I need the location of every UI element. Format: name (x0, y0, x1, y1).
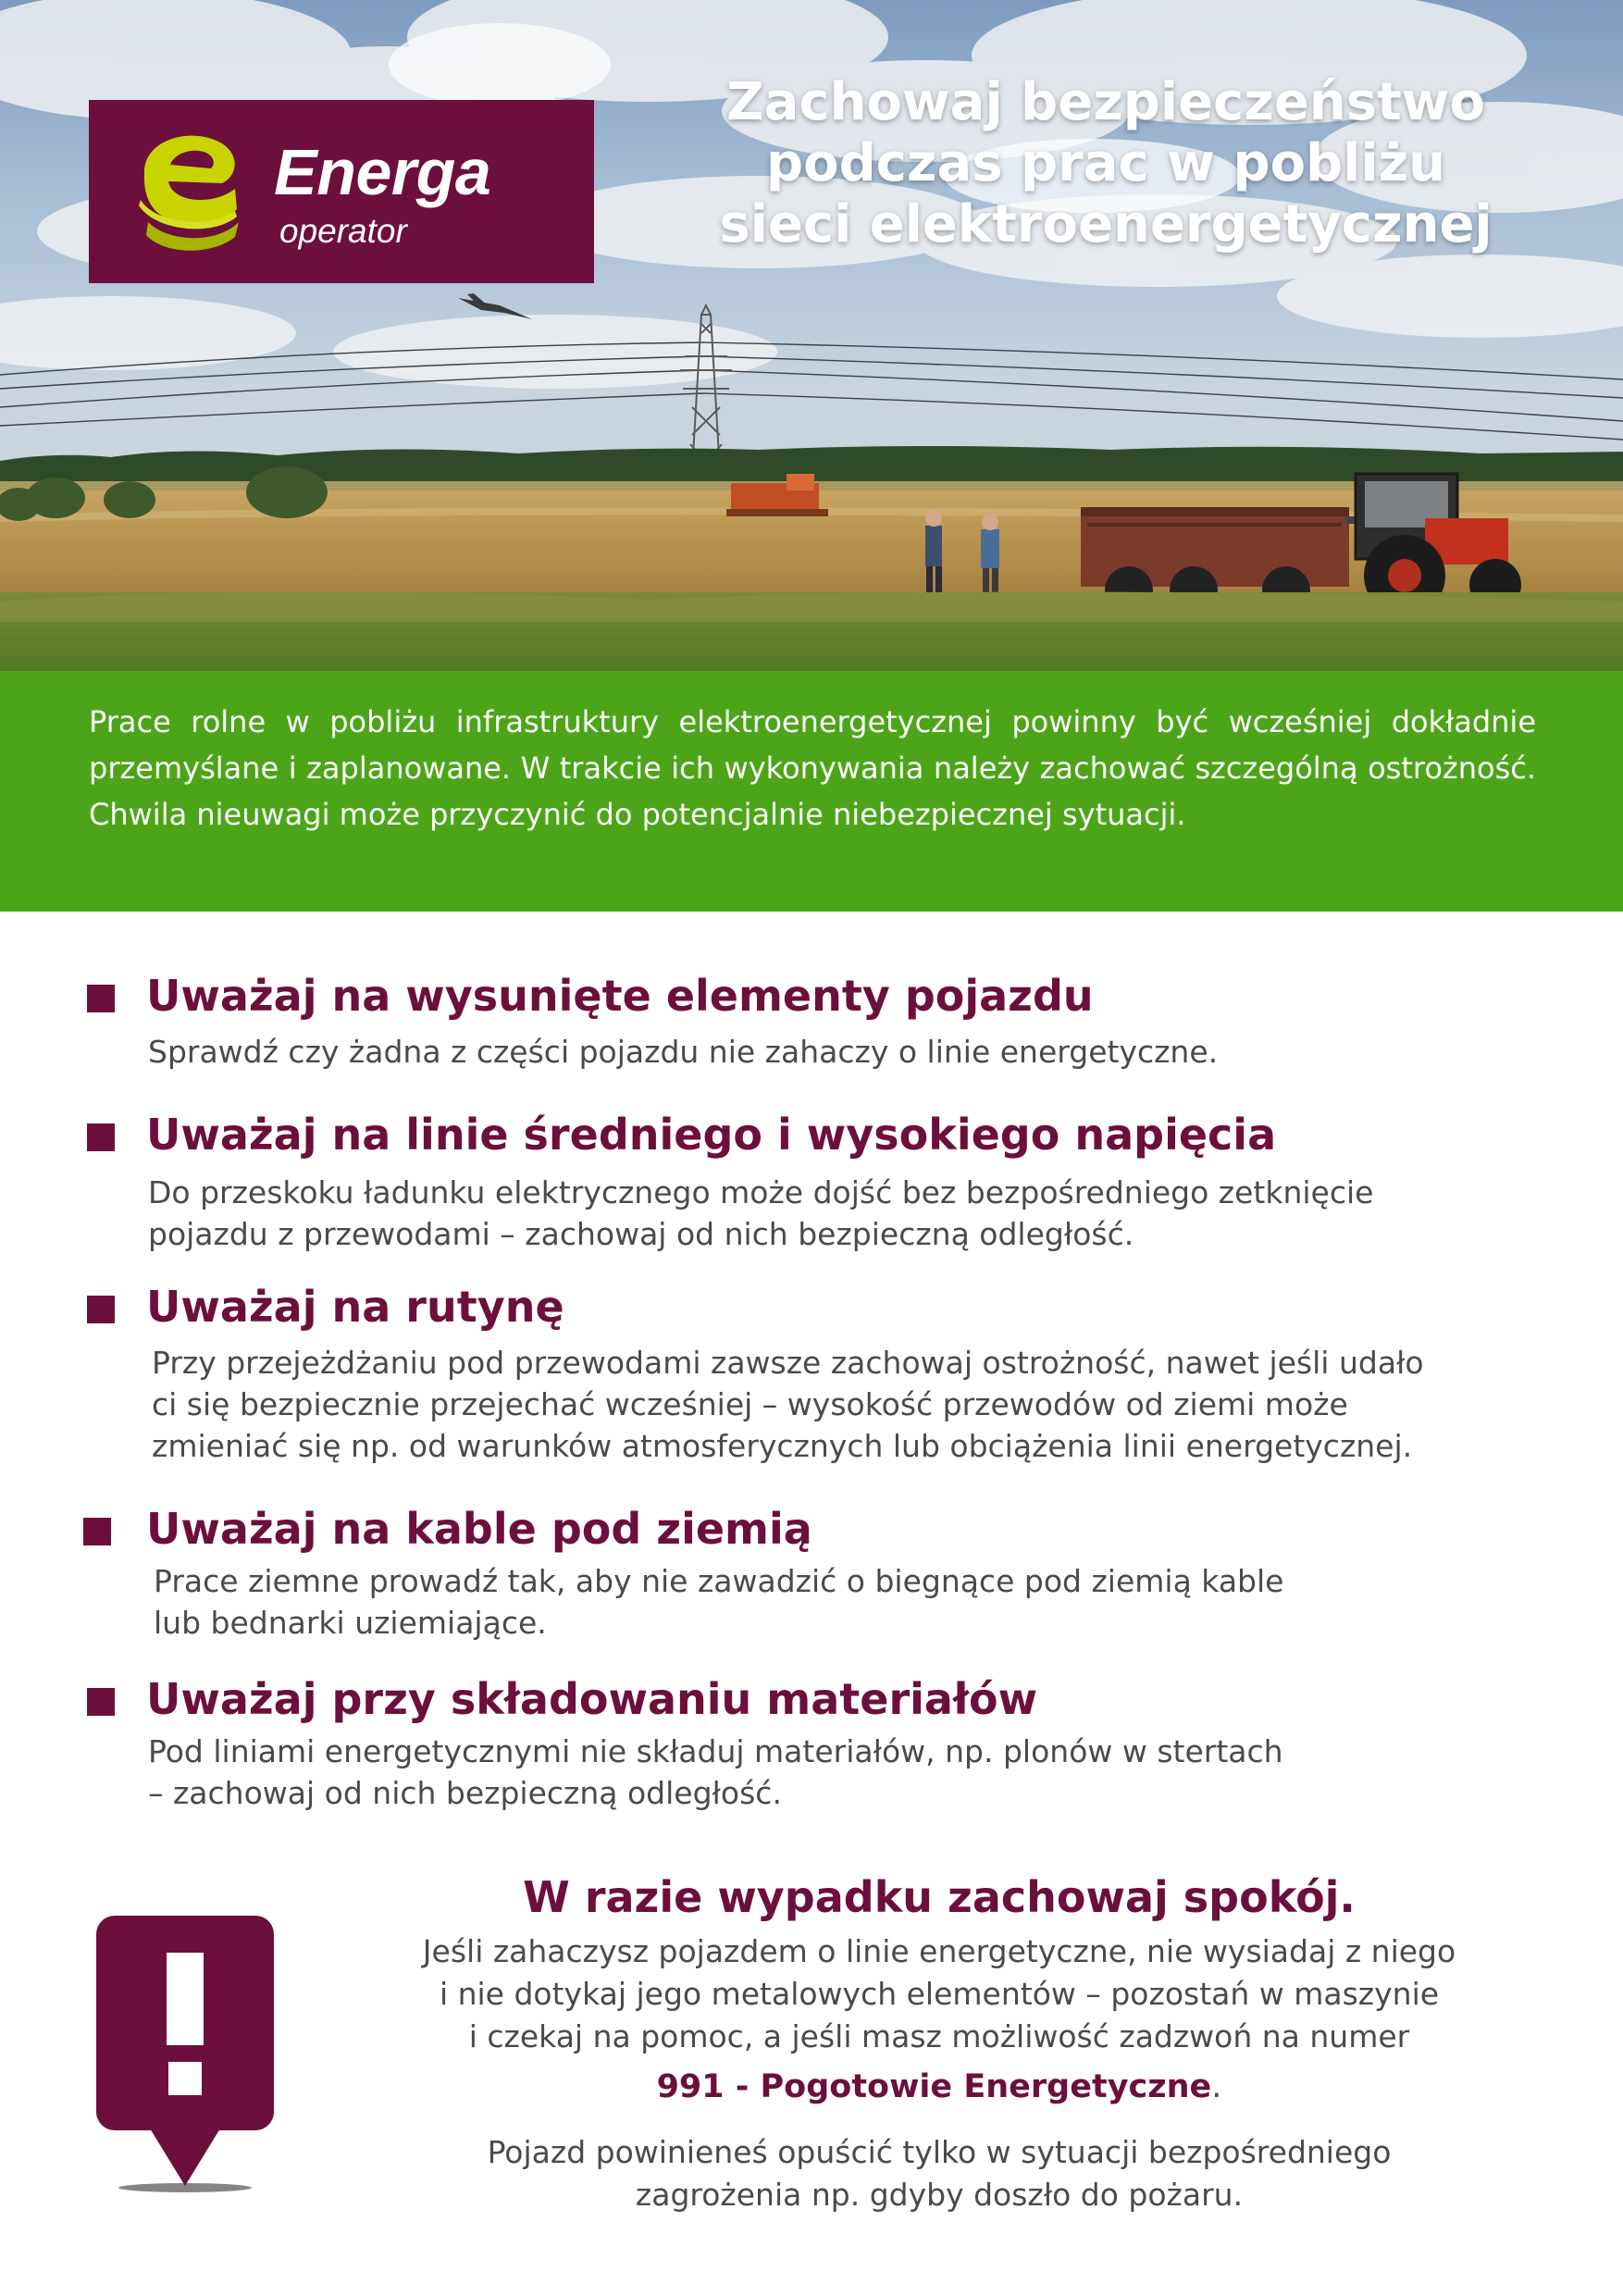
warning-text-line: i czekaj na pomoc, a jeśli masz możliwość zadzwoń na numer (468, 2018, 1410, 2054)
square-bullet-icon (87, 1123, 115, 1151)
emergency-suffix: . (1211, 2068, 1222, 2105)
tip-text (148, 1172, 1573, 1255)
tip-text-line: – zachowaj od nich bezpieczną odległość. (148, 1775, 782, 1811)
warning-text (352, 1930, 1527, 2058)
warning-footer-line: zagrożenia np. gdyby doszło do pożaru. (635, 2177, 1244, 2213)
tip-title: Uważaj na rutynę (146, 1282, 564, 1332)
stork (458, 293, 532, 319)
energa-logo (89, 100, 594, 283)
intro-band (0, 671, 1623, 912)
tip-text-line: Prace ziemne prowadź tak, aby nie zawadzić o biegnące pod ziemią kable (154, 1563, 1284, 1599)
tip-title: Uważaj przy składowaniu materiałów (146, 1674, 1038, 1724)
energa-logo-mark-icon (131, 120, 252, 259)
energa-logo-sub: operator (279, 212, 407, 250)
emergency-number-line (352, 2064, 1527, 2110)
page-title-line: Zachowaj bezpieczeństwo (725, 72, 1485, 132)
page-title-line: sieci elektroenergetycznej (719, 194, 1493, 254)
warning-text-line: i nie dotykaj jego metalowych elementów – pozostań w maszynie (439, 1976, 1440, 2012)
tip-title: Uważaj na wysunięte elementy pojazdu (146, 971, 1094, 1021)
emergency-number: 991 - Pogotowie Energetyczne (656, 2068, 1212, 2105)
warning-footer (352, 2131, 1527, 2216)
tip-text-line: zmieniać się np. od warunków atmosferycznych lub obciążenia linii energetycznej. (152, 1428, 1413, 1464)
tip-text (148, 1731, 1573, 1814)
tip-text (152, 1342, 1577, 1467)
tip-text-line: ci się bezpiecznie przejechać wcześniej – wysokość przewodów od ziemi może (152, 1386, 1348, 1422)
tip-text-line: lub bednarki uziemiające. (154, 1605, 547, 1641)
page-title-line: podczas prac w pobliżu (766, 133, 1445, 193)
tip-text-line: Przy przejeżdżaniu pod przewodami zawsze zachowaj ostrożność, nawet jeśli udało (152, 1345, 1424, 1381)
tip-text-line: Pod liniami energetycznymi nie składuj materiałów, np. plonów w stertach (148, 1733, 1283, 1769)
hero-banner (0, 0, 1623, 671)
page-title (638, 72, 1573, 255)
warning-text-line: Jeśli zahaczysz pojazdem o linie energetyczne, nie wysiadaj z niego (422, 1933, 1456, 1969)
tip-text (154, 1560, 1579, 1644)
warning-title: W razie wypadku zachowaj spokój. (523, 1872, 1356, 1922)
intro-text: Prace rolne w pobliżu infrastruktury elektroenergetycznej powinny być wcześniej dokładnie przemyślane i zaplanowane. W trakcie ich wykonywania należy zachować szczególną ostrożność. Chwila nieuwagi może przyczynić do potencjalnie niebezpiecznej sytuacji. (89, 704, 1536, 832)
square-bullet-icon (87, 1296, 115, 1323)
warning-footer-line: Pojazd powinieneś opuścić tylko w sytuacji bezpośredniego (487, 2134, 1392, 2170)
tip-text-line: Sprawdź czy żadna z części pojazdu nie zahaczy o linie energetyczne. (148, 1034, 1219, 1070)
exclamation-icon (96, 1916, 281, 2193)
energa-logo-name: Energa (274, 136, 491, 208)
square-bullet-icon (83, 1518, 111, 1545)
tip-text (148, 1031, 1573, 1073)
square-bullet-icon (87, 985, 115, 1012)
square-bullet-icon (87, 1688, 115, 1716)
tip-title: Uważaj na linie średniego i wysokiego napięcia (146, 1110, 1277, 1160)
tip-text-line: Do przeskoku ładunku elektrycznego może dojść bez bezpośredniego zetknięcie (148, 1174, 1374, 1210)
tip-title: Uważaj na kable pod ziemią (146, 1504, 812, 1554)
tip-text-line: pojazdu z przewodami – zachowaj od nich bezpieczną odległość. (148, 1216, 1134, 1252)
